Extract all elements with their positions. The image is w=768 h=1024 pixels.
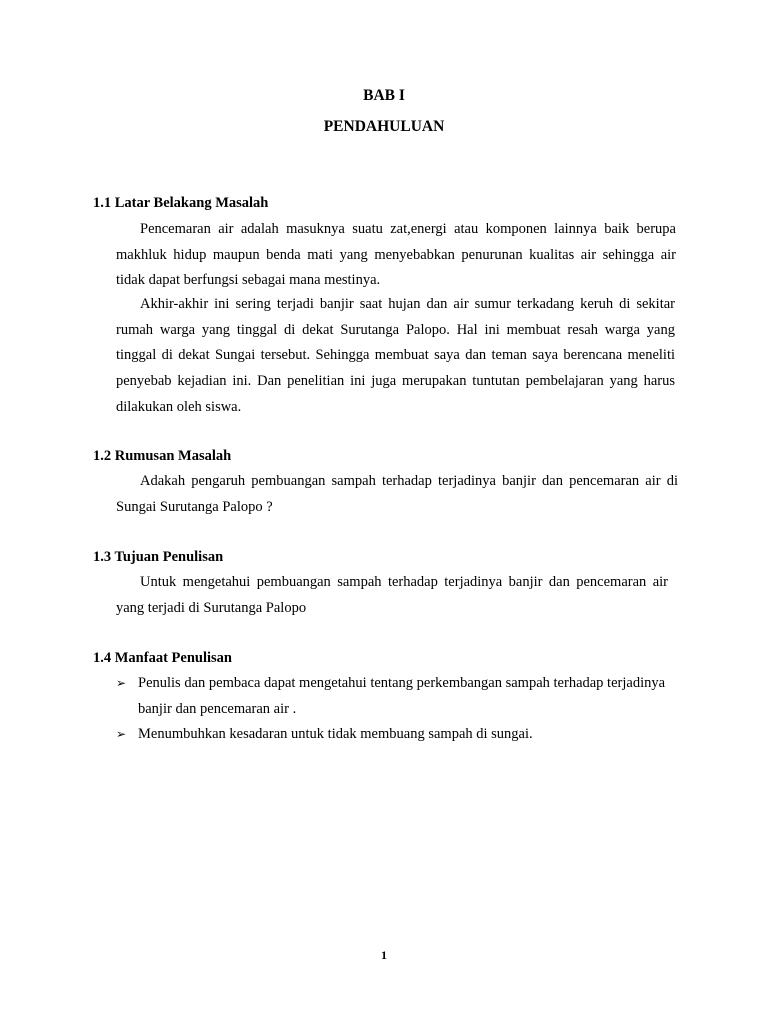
paragraph-background-2: Akhir-akhir ini sering terjadi banjir saat hujan dan air sumur terkadang keruh di sekitar rumah warga yang tinggal di dekat Surutanga Palopo. Hal ini membuat resah warga yang tinggal di dekat Sungai tersebut. Sehingga membuat saya dan teman saya berencana meneliti penyebab kejadian ini. Dan penelitian ini juga merupakan tuntutan pembelajaran yang harus dilakukan oleh siswa. (116, 296, 675, 415)
list-item (116, 722, 676, 748)
section-heading-background: 1.1 Latar Belakang Masalah (93, 195, 269, 211)
arrow-bullet-icon: ➢ (116, 727, 127, 742)
list-item (116, 671, 676, 722)
section-heading-purpose: 1.3 Tujuan Penulisan (93, 549, 224, 565)
list-item-text: Menumbuhkan kesadaran untuk tidak membuang sampah di sungai. (138, 726, 533, 743)
chapter-label: BAB I (363, 87, 405, 104)
chapter-title: PENDAHULUAN (323, 118, 445, 135)
arrow-bullet-icon: ➢ (116, 676, 127, 690)
list-item-text: Penulis dan pembaca dapat mengetahui tentang perkembangan sampah terhadap terjadinya banjir dan pencemaran air . (138, 675, 666, 717)
paragraph-problem: Adakah pengaruh pembuangan sampah terhadap terjadinya banjir dan pencemaran air di Sungai Surutanga Palopo ? (116, 473, 678, 515)
page-number: 1 (381, 948, 387, 962)
section-heading-benefits: 1.4 Manfaat Penulisan (93, 650, 232, 666)
paragraph-background-1: Pencemaran air adalah masuknya suatu zat,energi atau komponen lainnya baik berupa makhluk hidup maupun benda mati yang menyebabkan penurunan kualitas air sehingga air tidak dapat berfungsi sebagai mana mestinya. (116, 221, 676, 289)
benefits-list (116, 671, 676, 748)
paragraph-purpose: Untuk mengetahui pembuangan sampah terhadap terjadinya banjir dan pencemaran air yang terjadi di Surutanga Palopo (116, 574, 668, 616)
section-heading-problem: 1.2 Rumusan Masalah (93, 448, 232, 464)
